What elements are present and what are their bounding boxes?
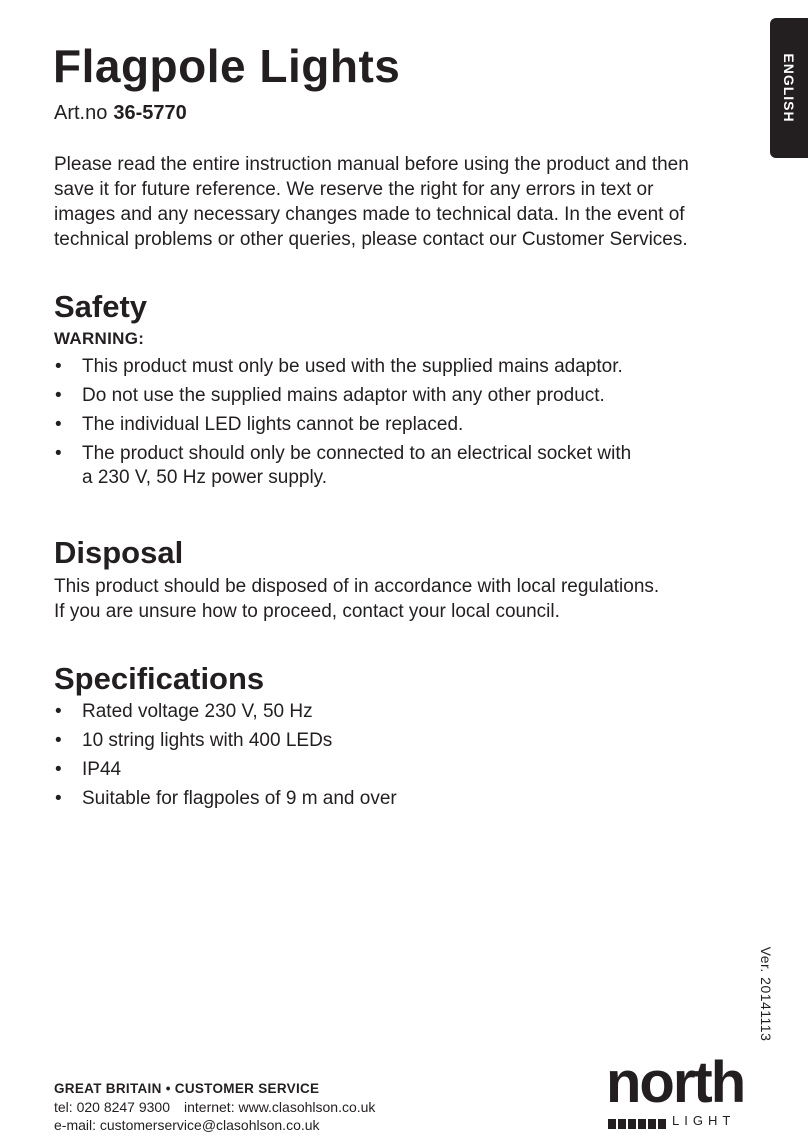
list-item-text: 10 string lights with 400 LEDs	[82, 730, 333, 751]
article-number	[54, 100, 187, 126]
list-item-text: This product must only be used with the supplied mains adaptor.	[82, 356, 623, 377]
list-item-text: Rated voltage 230 V, 50 Hz	[82, 701, 313, 722]
bullet-icon: •	[55, 414, 62, 435]
disposal-section	[54, 534, 744, 624]
language-tab	[770, 18, 808, 158]
bullet-icon: •	[55, 385, 62, 406]
article-number-value: 36-5770	[113, 102, 187, 124]
disposal-paragraph	[54, 574, 744, 624]
list-item	[54, 384, 744, 408]
language-label: ENGLISH	[781, 53, 797, 123]
north-light-logo	[606, 1050, 756, 1130]
footer-contact	[54, 1080, 375, 1134]
list-item-text: IP44	[82, 759, 122, 780]
logo-blocks-icon	[608, 1116, 668, 1126]
disposal-line: This product should be disposed of in accordance with local regulations.	[54, 576, 660, 597]
list-item	[54, 787, 744, 811]
list-item	[54, 355, 744, 379]
list-item	[54, 729, 744, 753]
page-title: Flagpole Lights	[53, 40, 401, 92]
list-item	[54, 700, 744, 724]
list-item	[54, 442, 744, 490]
footer-heading: GREAT BRITAIN • CUSTOMER SERVICE	[54, 1081, 320, 1096]
specifications-heading: Specifications	[54, 661, 265, 696]
bullet-icon: •	[55, 730, 62, 751]
bullet-icon: •	[55, 759, 62, 780]
bullet-icon: •	[55, 701, 62, 722]
logo-wordmark: north	[606, 1050, 745, 1115]
safety-section	[54, 288, 744, 495]
logo-subtext: LIGHT	[672, 1113, 736, 1128]
intro-paragraph	[54, 152, 734, 252]
telephone-text: tel: 020 8247 9300	[54, 1099, 170, 1115]
safety-list	[54, 355, 744, 490]
version-label: Ver. 20141113	[758, 946, 774, 1042]
bullet-icon: •	[55, 788, 62, 809]
intro-line: Please read the entire instruction manual before using the product and then	[54, 154, 689, 175]
footer-contact-line	[54, 1098, 375, 1116]
intro-line: images and any necessary changes made to technical data. In the event of	[54, 204, 685, 225]
safety-heading: Safety	[54, 289, 148, 324]
list-item-text: Suitable for flagpoles of 9 m and over	[82, 788, 397, 809]
list-item-text: Do not use the supplied mains adaptor with any other product.	[82, 385, 605, 406]
list-item-text: The individual LED lights cannot be replaced.	[82, 414, 464, 435]
list-item	[54, 413, 744, 437]
disposal-heading: Disposal	[54, 535, 184, 570]
bullet-icon: •	[55, 356, 62, 377]
specifications-section	[54, 660, 744, 816]
article-number-label: Art.no	[54, 102, 108, 124]
disposal-line: If you are unsure how to proceed, contact your local council.	[54, 601, 560, 622]
list-item	[54, 758, 744, 782]
intro-line: save it for future reference. We reserve the right for any errors in text or	[54, 179, 654, 200]
list-item-text: The product should only be connected to an electrical socket with	[82, 443, 632, 464]
intro-line: technical problems or other queries, please contact our Customer Services.	[54, 229, 688, 250]
website-link[interactable]: internet: www.clasohlson.co.uk	[184, 1099, 376, 1115]
warning-label: WARNING:	[54, 329, 145, 348]
specifications-list	[54, 700, 744, 811]
list-item-text: a 230 V, 50 Hz power supply.	[82, 467, 328, 488]
email-link[interactable]: e-mail: customerservice@clasohlson.co.uk	[54, 1117, 320, 1133]
bullet-icon: •	[55, 443, 62, 464]
